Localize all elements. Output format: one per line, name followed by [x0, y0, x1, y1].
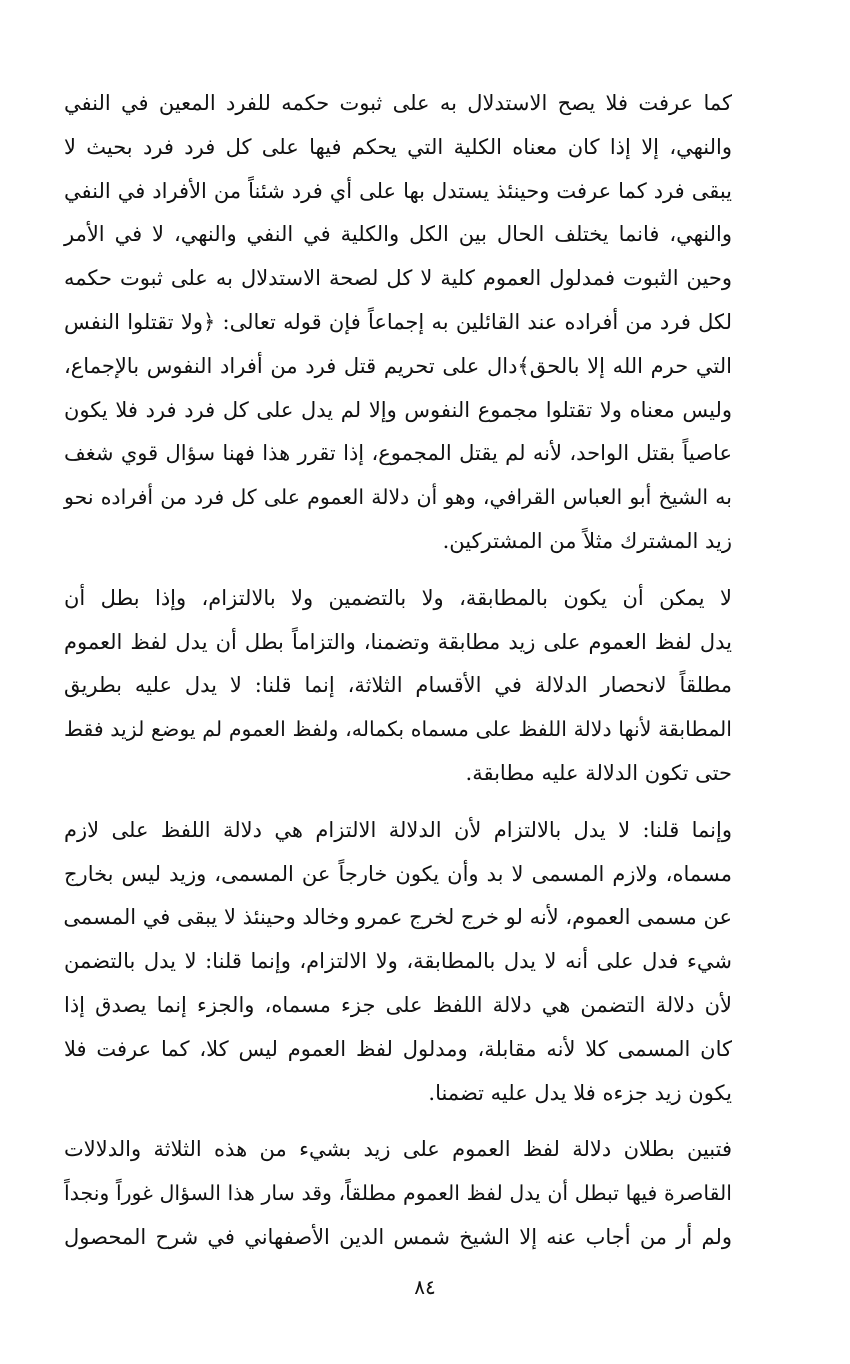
body-text: [64, 82, 732, 1260]
text-line: به الشيخ أبو العباس القرافي، وهو أن دلالة العموم على كل فرد من أفراده نحو: [64, 485, 732, 510]
text-line: شيء فدل على أنه لا يدل بالمطابقة، ولا الالتزام، وإنما قلنا: لا يدل بالتضمن: [64, 949, 732, 974]
text-line: يدل لفظ العموم على زيد مطابقة وتضمنا، والتزاماً بطل أن يدل لفظ العموم: [64, 629, 732, 654]
paragraph: [64, 82, 732, 564]
text-line: لا يمكن أن يكون بالمطابقة، ولا بالتضمين ولا بالالتزام، وإذا بطل أن: [64, 585, 732, 610]
text-line: يكون زيد جزءه فلا يدل عليه تضمنا.: [428, 1080, 732, 1105]
text-line: والنهي، إلا إذا كان معناه الكلية التي يحكم فيها على كل فرد فرد بحيث لا: [64, 134, 732, 159]
text-line: عاصياً بقتل الواحد، لأنه لم يقتل المجموع، إذا تقرر هذا فهنا سؤال قوي شغف: [64, 441, 732, 466]
text-line: يبقى فرد كما عرفت وحينئذ يستدل بها على أي فرد شئناً من الأفراد في النفي: [64, 178, 732, 203]
text-line: كما عرفت فلا يصح الاستدلال به على ثبوت حكمه للفرد المعين في النفي: [64, 91, 732, 115]
text-line: والنهي، فانما يختلف الحال بين الكل والكلية في النفي والنهي، لا في الأمر: [64, 222, 732, 247]
text-line: ولم أر من أجاب عنه إلا الشيخ شمس الدين الأصفهاني في شرح المحصول: [64, 1224, 732, 1249]
text-line: مطلقاً لانحصار الدلالة في الأقسام الثلاثة، إنما قلنا: لا يدل عليه بطريق: [64, 673, 732, 698]
text-line: حتى تكون الدلالة عليه مطابقة.: [465, 760, 732, 785]
text-line: زيد المشترك مثلاً من المشتركين.: [442, 528, 732, 553]
text-line: لأن دلالة التضمن هي دلالة اللفظ على جزء مسماه، والجزء إنما يصدق إذا: [64, 992, 732, 1017]
text-line: عن مسمى العموم، لأنه لو خرج لخرج عمرو وخالد وحينئذ لا يبقى في المسمى: [63, 905, 732, 930]
text-line: لكل فرد من أفراده عند القائلين به إجماعاً فإن قوله تعالى: ﴿ولا تقتلوا النفس: [64, 309, 732, 334]
text-line: التي حرم الله إلا بالحق﴾دال على تحريم قتل فرد من أفراد النفوس بالإجماع،: [64, 353, 732, 378]
text-line: مسماه، ولازم المسمى لا بد وأن يكون خارجاً عن المسمى، وزيد ليس بخارج: [64, 861, 732, 886]
paragraph: [64, 577, 732, 796]
text-line: وليس معناه ولا تقتلوا مجموع النفوس وإلا لم يدل على كل فرد فرد فلا يكون: [64, 397, 732, 422]
text-line: كان المسمى كلا لأنه مقابلة، ومدلول لفظ العموم ليس كلا، كما عرفت فلا: [64, 1036, 732, 1061]
text-line: فتبين بطلان دلالة لفظ العموم على زيد بشيء من هذه الثلاثة والدلالات: [64, 1137, 733, 1162]
text-line: المطابقة لأنها دلالة اللفظ على مسماه بكماله، ولفظ العموم لم يوضع لزيد فقط: [64, 717, 732, 742]
paragraph: [64, 809, 732, 1116]
text-line: القاصرة فيها تبطل أن يدل لفظ العموم مطلقاً، وقد سار هذا السؤال غوراً ونجداً: [64, 1181, 732, 1206]
text-line: وإنما قلنا: لا يدل بالالتزام لأن الدلالة الالتزام هي دلالة اللفظ على لازم: [64, 817, 732, 842]
paragraph: [64, 1128, 732, 1259]
text-line: وحين الثبوت فمدلول العموم كلية لا كل لصحة الاستدلال به على ثبوت حكمه: [64, 266, 732, 291]
page-number: ٨٤: [414, 1275, 436, 1299]
